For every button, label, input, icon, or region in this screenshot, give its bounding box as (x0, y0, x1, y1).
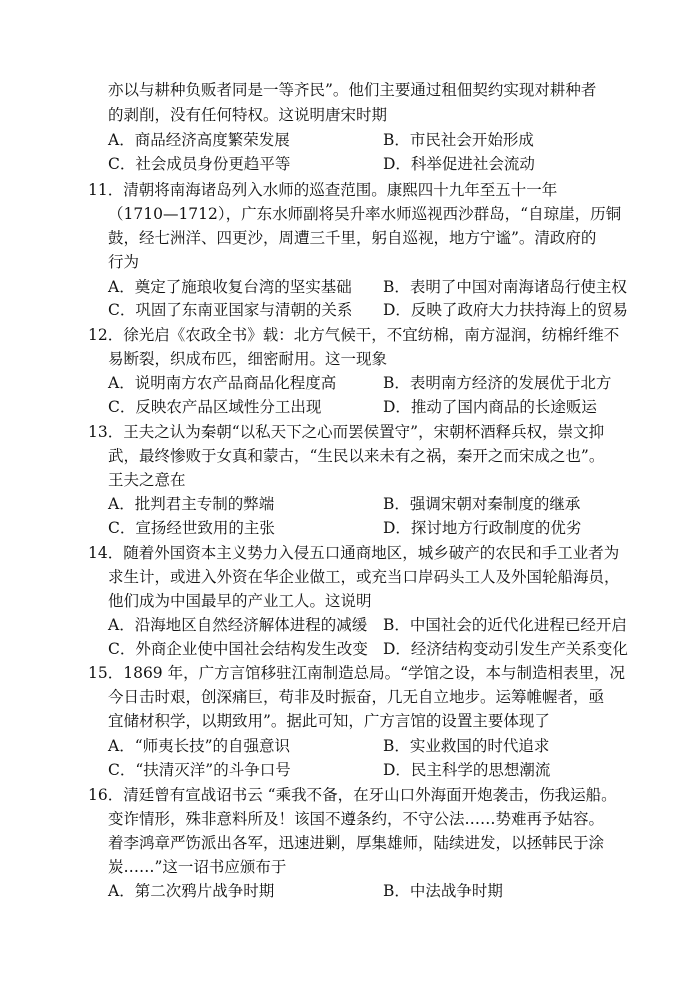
q10-stem-line-1: 亦以与耕种负贩者同是一等齐民”。他们主要通过租佃契约实现对耕种者 (108, 81, 597, 99)
q10-option-d: D．科举促进社会流动 (383, 155, 535, 173)
q16-option-b: B．中法战争时期 (383, 882, 503, 900)
q11-stem-line-4: 行为 (108, 253, 140, 271)
q10-stem-line-2: 的剥削，没有任何特权。这说明唐宋时期 (108, 106, 388, 124)
q16-option-a: A．第二次鸦片战争时期 (108, 882, 275, 900)
q10-option-a: A．商品经济高度繁荣发展 (108, 131, 290, 149)
q14-option-a: A．沿海地区自然经济解体进程的减缓 (108, 616, 368, 634)
q10-option-c: C．社会成员身份更趋平等 (108, 155, 291, 173)
q13-stem-line-2: 武，最终惨败于女真和蒙古，“生民以来未有之祸，秦开之而宋成之也”。 (108, 447, 605, 465)
q13-option-c: C．宣扬经世致用的主张 (108, 519, 275, 537)
q13-option-d: D．探讨地方行政制度的优劣 (383, 519, 582, 537)
q14-stem-line-2: 求生计，或进入外资在华企业做工，或充当口岸码头工人及外国轮船海员， (108, 568, 620, 586)
q14-stem-line-1: 14．随着外国资本主义势力入侵五口通商地区，城乡破产的农民和手工业者为 (88, 544, 620, 562)
q14-option-d: D．经济结构变动引发生产关系变化 (383, 640, 628, 658)
q11-option-b: B．表明了中国对南海诸岛行使主权 (383, 278, 627, 296)
q12-option-a: A．说明南方农产品商品化程度高 (108, 374, 337, 392)
q11-stem-line-2: （1710—1712），广东水师副将吴升率水师巡视西沙群岛，“自琼崖，历铜 (108, 205, 622, 223)
q14-option-c: C．外商企业使中国社会结构发生改变 (108, 640, 368, 658)
q15-stem-line-2: 今日击时艰，创深痛巨，苟非及时振奋，几无自立地步。运筹帷幄者，亟 (108, 688, 605, 706)
q16-stem-line-3: 着李鸿章严饬派出各军，迅速进剿，厚集雄师，陆续进发，以拯韩民于涂 (108, 834, 605, 852)
q14-stem-line-3: 他们成为中国最早的产业工人。这说明 (108, 592, 372, 610)
q13-stem-line-3: 王夫之意在 (108, 471, 186, 489)
q15-option-a: A．“师夷长技”的自强意识 (108, 737, 291, 755)
q10-option-b: B．市民社会开始形成 (383, 131, 534, 149)
q11-option-a: A．奠定了施琅收复台湾的坚实基础 (108, 278, 352, 296)
q11-stem-line-1: 11．清朝将南海诸岛列入水师的巡查范围。康熙四十九年至五十一年 (88, 181, 558, 199)
q16-stem-line-1: 16．清廷曾有宣战诏书云 “乘我不备，在牙山口外海面开炮袭击，伤我运船。 (88, 786, 617, 804)
q15-option-d: D．民主科学的思想潮流 (383, 761, 551, 779)
q12-stem-line-1: 12．徐光启《农政全书》载：北方气候干，不宜纺棉，南方湿润，纺棉纤维不 (88, 326, 620, 344)
q11-option-c: C．巩固了东南亚国家与清朝的关系 (108, 301, 353, 319)
q11-stem-line-3: 鼓，经七洲洋、四更沙，周遭三千里，躬自巡视，地方宁谧”。清政府的 (108, 229, 597, 247)
q12-option-c: C．反映农产品区域性分工出现 (108, 398, 322, 416)
q11-option-d: D．反映了政府大力扶持海上的贸易 (383, 301, 628, 319)
q12-option-b: B．表明南方经济的发展优于北方 (383, 374, 612, 392)
q16-stem-line-2: 变诈情形，殊非意料所及！该国不遵条约，不守公法……势难再予姑容。 (108, 810, 605, 828)
q13-option-b: B．强调宋朝对秦制度的继承 (383, 495, 581, 513)
q15-option-b: B．实业救国的时代追求 (383, 737, 550, 755)
q15-stem-line-1: 15．1869 年，广方言馆移驻江南制造总局。“学馆之设，本与制造相表里，况 (88, 664, 626, 682)
q14-option-b: B．中国社会的近代化进程已经开启 (383, 616, 627, 634)
q12-option-d: D．推动了国内商品的长途贩运 (383, 398, 597, 416)
q13-option-a: A．批判君主专制的弊端 (108, 495, 275, 513)
q13-stem-line-1: 13．王夫之认为秦朝“以私天下之心而罢侯置守”，宋朝杯酒释兵权，崇文抑 (88, 423, 605, 441)
q16-stem-line-4: 炭……”这一诏书应颁布于 (108, 858, 287, 876)
q12-stem-line-2: 易断裂，织成布匹，细密耐用。这一现象 (108, 350, 388, 368)
q15-stem-line-3: 宜储材积学，以期致用”。据此可知，广方言馆的设置主要体现了 (108, 712, 550, 730)
q15-option-c: C．“扶清灭洋”的斗争口号 (108, 761, 291, 779)
